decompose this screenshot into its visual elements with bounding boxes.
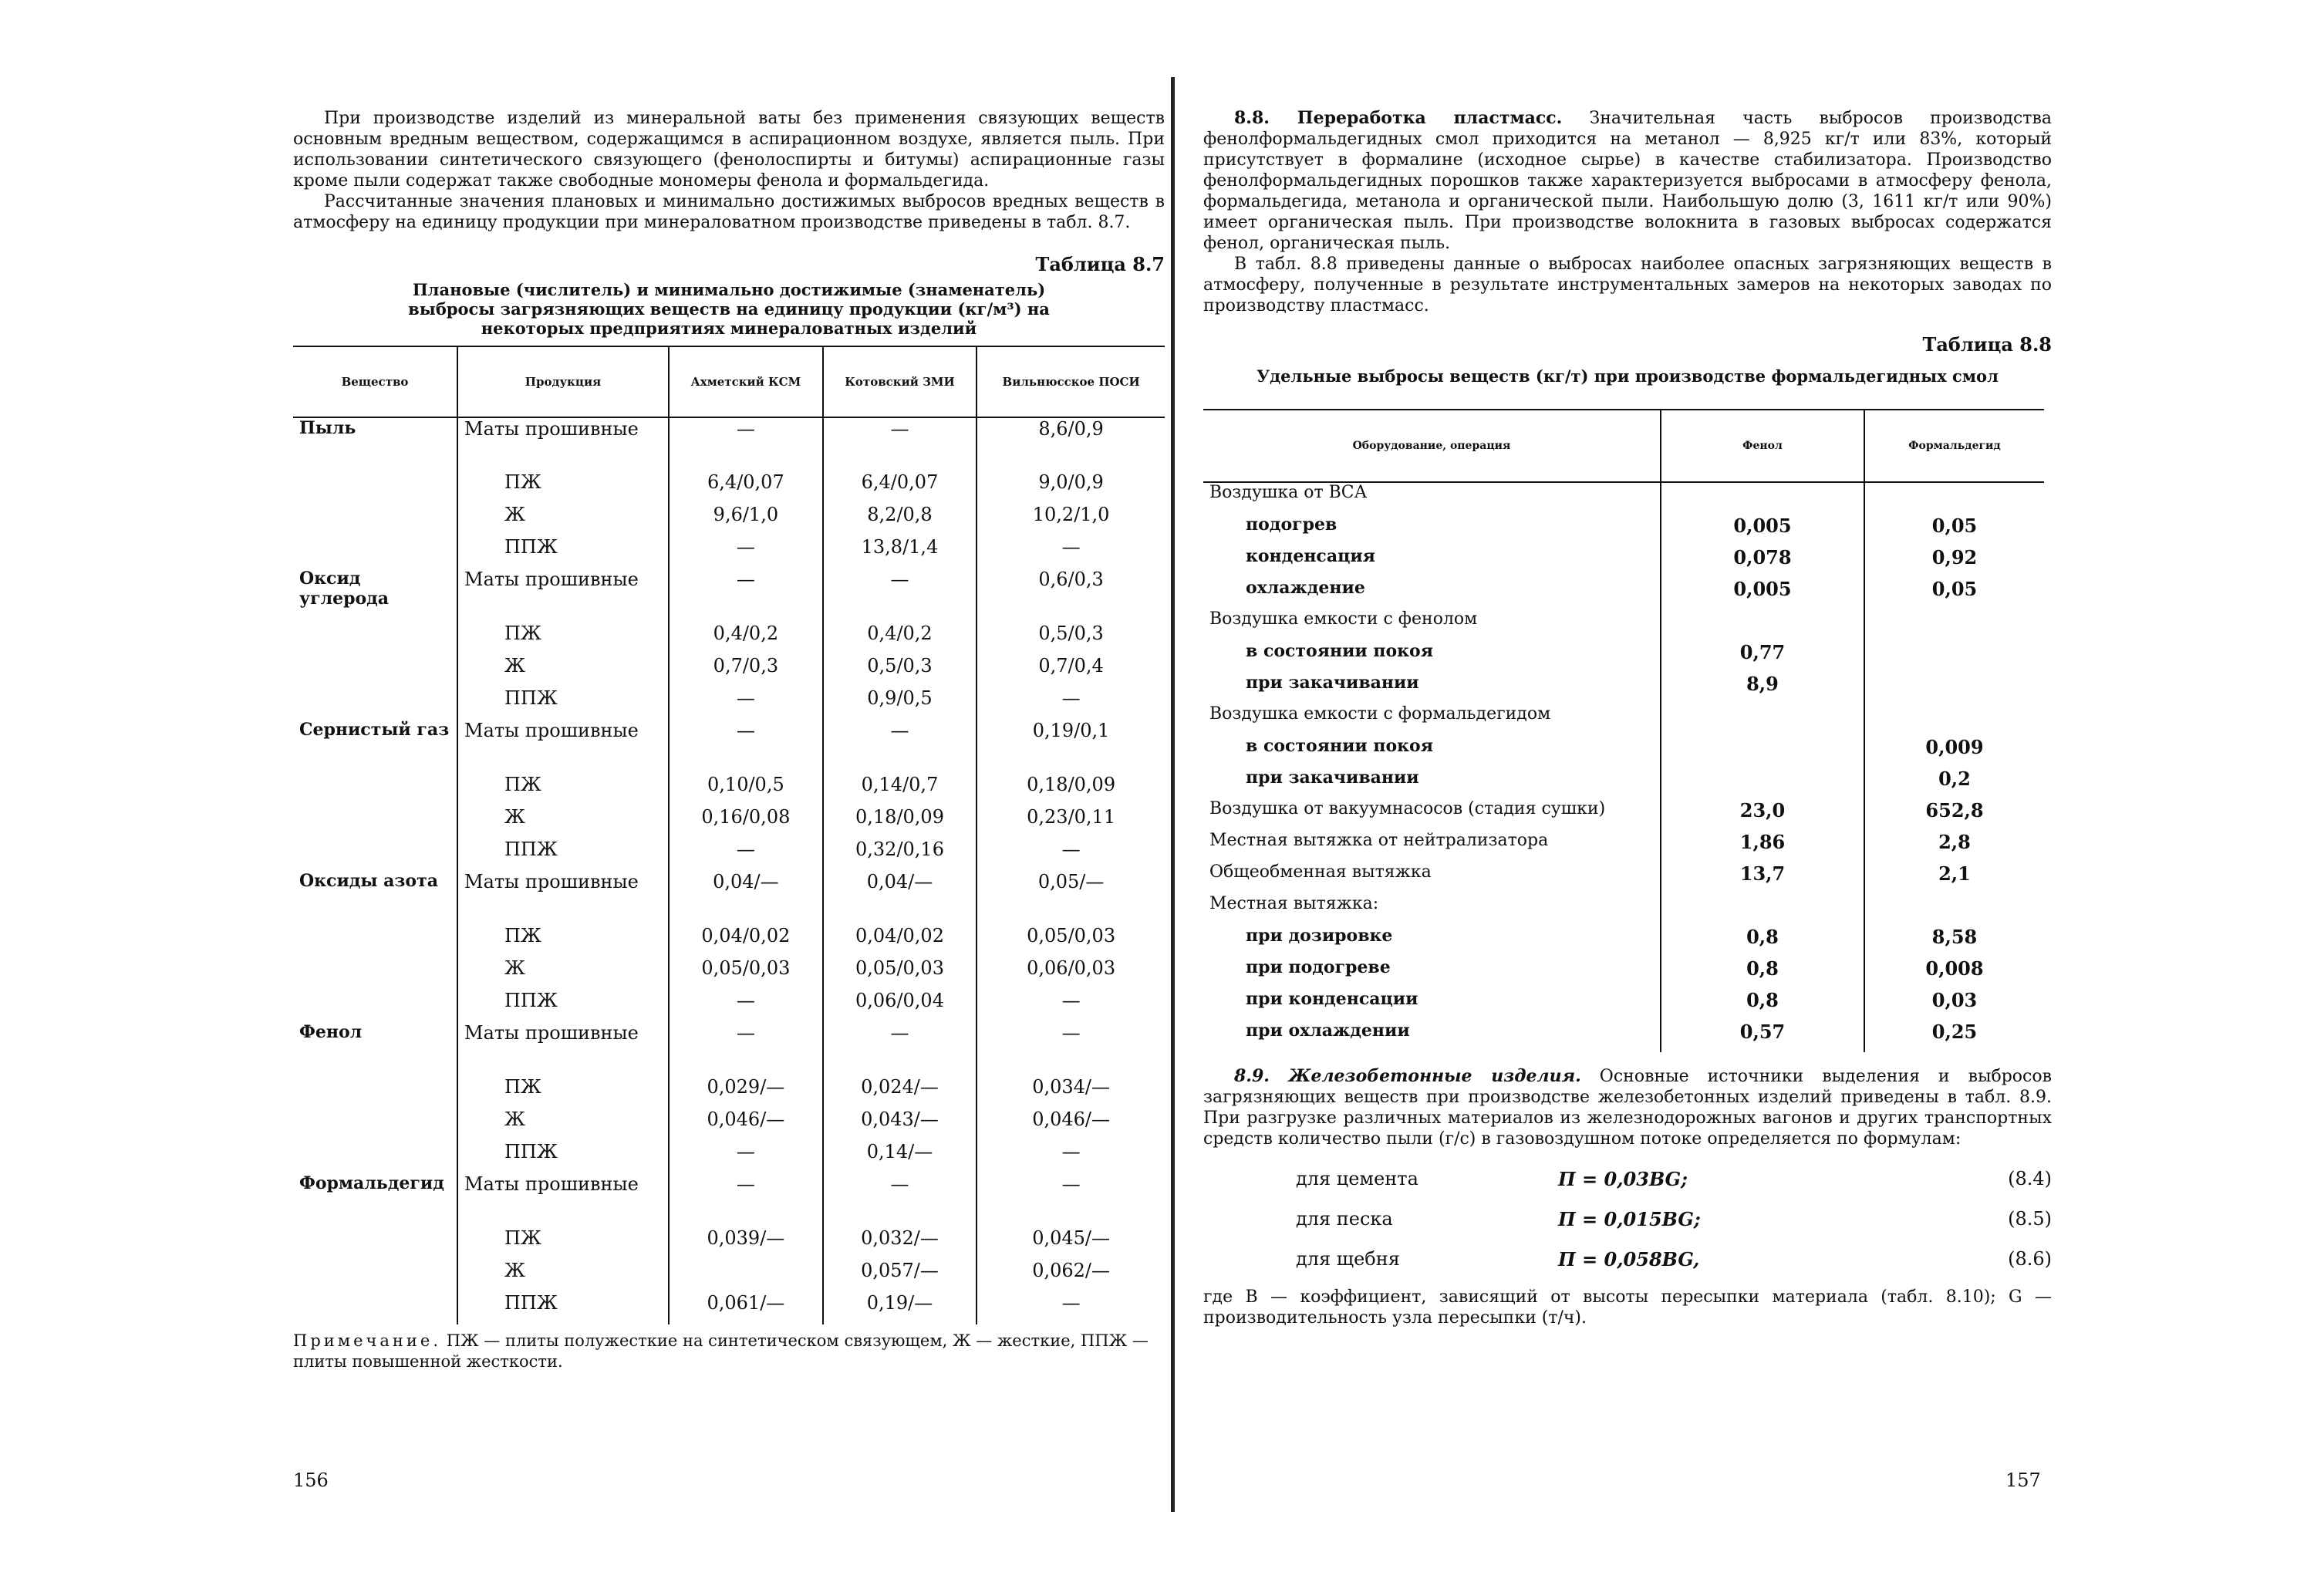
formula-number: (8.6) [2008,1248,2052,1270]
value-cell: 0,046/— [977,1108,1165,1141]
value-cell: — [823,417,977,471]
value-cell: 0,8 [1661,989,1864,1021]
section-8-8-heading: 8.8. Переработка пластмасс. [1234,108,1563,128]
formula-label: для цемента [1296,1168,1418,1189]
operation-cell: при закачивании [1246,768,1419,788]
value-cell: 9,6/1,0 [669,504,823,536]
value-cell: 6,4/0,07 [669,471,823,504]
product-cell: ПЖ [457,1076,669,1108]
operation-cell: при закачивании [1246,673,1419,693]
value-cell: 0,046/— [669,1108,823,1141]
table-row [293,871,1165,925]
value-cell: 8,58 [1864,926,2044,957]
value-cell: — [669,1173,823,1227]
table-row [293,417,1165,471]
product-cell: Маты прошивные [457,569,669,623]
table-row [293,687,1165,720]
product-cell: Ж [457,806,669,838]
value-cell: 0,05/0,03 [823,957,977,990]
value-cell: 0,05/0,03 [669,957,823,990]
value-cell: 9,0/0,9 [977,471,1165,504]
table-row [1203,673,2044,704]
formula-row [1203,1239,2052,1279]
table-row [1203,736,2044,768]
formula-equation: П = 0,015BG; [1558,1207,1701,1230]
value-cell: — [669,1022,823,1076]
value-cell: 23,0 [1661,799,1864,831]
value-cell: 1,86 [1661,831,1864,862]
table-row [293,774,1165,806]
table-row [293,623,1165,655]
product-cell: ППЖ [457,687,669,720]
value-cell: — [669,838,823,871]
substance-cell [293,925,457,957]
value-cell: — [823,1173,977,1227]
value-cell: 0,14/0,7 [823,774,977,806]
value-cell: 0,06/0,04 [823,990,977,1022]
product-cell: ПЖ [457,774,669,806]
table-row [293,1022,1165,1076]
operation-cell: Воздушка емкости с формальдегидом [1209,704,1551,724]
value-cell: — [977,1173,1165,1227]
table-row [1203,515,2044,546]
substance-cell [293,504,457,536]
value-cell: 10,2/1,0 [977,504,1165,536]
substance-cell [293,957,457,990]
value-cell: 0,9/0,5 [823,687,977,720]
operation-cell: подогрев [1246,515,1337,535]
value-cell: — [977,687,1165,720]
table-row [1203,641,2044,673]
product-cell: Ж [457,504,669,536]
table-row [293,838,1165,871]
value-cell: 0,18/0,09 [823,806,977,838]
value-cell: 0,19/0,1 [977,720,1165,774]
table-8-7-body [293,417,1165,1324]
value-cell: 0,04/— [823,871,977,925]
operation-cell: Воздушка от ВСА [1209,483,1368,502]
formula-label: для щебня [1296,1248,1400,1270]
formula-list [1203,1159,2052,1279]
product-cell: Ж [457,957,669,990]
left-paragraph-2: Рассчитанные значения плановых и минимально достижимых выбросов вредных веществ в атмосферу на единицу продукции при минераловатном производстве приведены в табл. 8.7. [293,192,1165,232]
product-cell: ПЖ [457,623,669,655]
table-row [293,471,1165,504]
value-cell: — [977,1141,1165,1173]
table-row [293,569,1165,623]
substance-cell: Сернистый газ [299,720,450,740]
value-cell: 6,4/0,07 [823,471,977,504]
value-cell [1661,736,1864,768]
product-cell: Ж [457,1260,669,1292]
page-gutter [1171,77,1175,1512]
value-cell: 0,8 [1661,926,1864,957]
substance-cell [293,687,457,720]
substance-cell [293,536,457,569]
value-cell: 8,2/0,8 [823,504,977,536]
value-cell: 0,032/— [823,1227,977,1260]
operation-cell: при конденсации [1246,989,1418,1009]
note-label: Примечание. [293,1331,442,1350]
substance-cell [293,990,457,1022]
value-cell: — [823,720,977,774]
value-cell: 0,06/0,03 [977,957,1165,990]
product-cell: Маты прошивные [457,871,669,925]
substance-cell: Оксиды азота [299,871,438,891]
product-cell: ППЖ [457,838,669,871]
col-header-kotovsky: Котовский ЗМИ [823,346,977,417]
value-cell: 8,6/0,9 [977,417,1165,471]
value-cell: 0,5/0,3 [977,623,1165,655]
value-cell: 2,8 [1864,831,2044,862]
table-row [293,1141,1165,1173]
col-header-akhmetsky: Ахметский КСМ [669,346,823,417]
value-cell: — [669,990,823,1022]
operation-cell: в состоянии покоя [1246,641,1433,661]
substance-cell: Оксид углерода [299,569,390,609]
value-cell: 0,078 [1661,546,1864,578]
table-row [1203,989,2044,1021]
value-cell: — [669,687,823,720]
right-paragraph-2: В табл. 8.8 приведены данные о выбросах наиболее опасных загрязняющих веществ в атмосферу, полученные в результате инструментальных замеров на некоторых заводах по производству пластмасс. [1203,255,2052,315]
value-cell: — [669,536,823,569]
table-8-7-note [293,1331,1165,1372]
value-cell: 0,008 [1864,957,2044,989]
product-cell: ППЖ [457,990,669,1022]
product-cell: ПЖ [457,471,669,504]
value-cell: 0,05 [1864,515,2044,546]
operation-cell: Общеобменная вытяжка [1209,862,1432,882]
substance-cell [293,1141,457,1173]
substance-cell [293,838,457,871]
value-cell: 0,5/0,3 [823,655,977,687]
formula-label: для песка [1296,1208,1393,1230]
operation-cell: при дозировке [1246,926,1393,946]
value-cell: 0,062/— [977,1260,1165,1292]
value-cell: — [977,990,1165,1022]
value-cell: 0,005 [1661,515,1864,546]
col-header-product: Продукция [457,346,669,417]
value-cell: 13,8/1,4 [823,536,977,569]
value-cell [1864,704,2044,736]
section-8-9-text: Основные источники выделения и выбросов загрязняющих веществ при производстве железобетонных изделий приведены в табл. 8.9. При разгрузке различных материалов из железнодорожных вагонов и других транспортных средств количество пыли (г/с) в газовоздушном потоке определяется по формулам: [1203,1067,2052,1149]
substance-cell [293,1292,457,1324]
table-8-8 [1203,409,2044,1052]
substance-cell [293,1108,457,1141]
operation-cell: Местная вытяжка от нейтрализатора [1209,831,1549,850]
product-cell: Маты прошивные [457,1173,669,1227]
product-cell: ПЖ [457,1227,669,1260]
value-cell: 0,10/0,5 [669,774,823,806]
value-cell: — [977,536,1165,569]
value-cell: 0,045/— [977,1227,1165,1260]
value-cell: 0,039/— [669,1227,823,1260]
col-header-vilnius: Вильнюсское ПОСИ [977,346,1165,417]
substance-cell [293,471,457,504]
table-row [293,1260,1165,1292]
substance-cell: Пыль [299,418,356,438]
value-cell: — [977,838,1165,871]
table-row [1203,546,2044,578]
table-row [293,1292,1165,1324]
value-cell: — [977,1022,1165,1076]
operation-cell: в состоянии покоя [1246,736,1433,756]
value-cell: 0,057/— [823,1260,977,1292]
table-row [293,504,1165,536]
value-cell: 0,77 [1661,641,1864,673]
value-cell: 0,03 [1864,989,2044,1021]
value-cell: 0,05/— [977,871,1165,925]
value-cell: 0,14/— [823,1141,977,1173]
table-row [293,1227,1165,1260]
section-8-9-heading: 8.9. Железобетонные изделия. [1234,1066,1581,1086]
substance-cell [293,774,457,806]
value-cell: — [669,417,823,471]
table-row [293,720,1165,774]
table-row [1203,957,2044,989]
where-text: где B — коэффициент, зависящий от высоты пересыпки материала (табл. 8.10); G — производительность узла пересыпки (т/ч). [1203,1287,2052,1328]
value-cell [1864,894,2044,926]
table-8-7-header-row [293,346,1165,417]
value-cell: 0,029/— [669,1076,823,1108]
operation-cell: Воздушка емкости с фенолом [1209,609,1478,629]
substance-cell [293,1076,457,1108]
col-header-formaldehyde: Формальдегид [1864,410,2044,482]
value-cell [1864,641,2044,673]
page-number-left: 156 [293,1469,329,1491]
value-cell [1661,704,1864,736]
value-cell: 0,05 [1864,578,2044,609]
value-cell [1661,609,1864,641]
table-row [293,957,1165,990]
product-cell: Ж [457,655,669,687]
value-cell [1864,673,2044,704]
table-row [1203,831,2044,862]
value-cell: 0,57 [1661,1021,1864,1052]
value-cell: 0,04/0,02 [823,925,977,957]
table-row [1203,894,2044,926]
left-page [293,108,1165,1372]
value-cell: 0,19/— [823,1292,977,1324]
value-cell: 0,25 [1864,1021,2044,1052]
table-row [1203,862,2044,894]
substance-cell [293,655,457,687]
table-row [1203,704,2044,736]
product-cell: ППЖ [457,536,669,569]
table-row [293,925,1165,957]
left-paragraph-1: При производстве изделий из минеральной ваты без применения связующих веществ основным вредным веществом, содержащимся в аспирационном воздухе, является пыль. При использовании синтетического связующего (фенолоспирты и битумы) аспирационные газы кроме пыли содержат также свободные мономеры фенола и формальдегида. [293,109,1165,191]
operation-cell: конденсация [1246,546,1375,566]
value-cell [669,1260,823,1292]
substance-cell [293,623,457,655]
table-row [293,536,1165,569]
value-cell: 0,043/— [823,1108,977,1141]
operation-cell: при подогреве [1246,957,1391,977]
section-8-8-text: Значительная часть выбросов производства фенолформальдегидных смол приходится на метанол — 8,925 кг/т или 83%, который присутствует в формалине (исходное сырье) в качестве стабилизатора. Производство фенолформальдегидных порошков также характеризуется выбросами в атмосферу фенола, формальдегида, метанола и органической пыли. Наибольшую долю (3, 1611 кг/т или 90%) имеет органическая пыль. При производстве волокнита в газовых выбросах содержатся фенол, органическая пыль. [1203,109,2052,253]
value-cell [1661,482,1864,515]
value-cell: 652,8 [1864,799,2044,831]
table-row [1203,926,2044,957]
value-cell: — [823,1022,977,1076]
table-row [293,655,1165,687]
operation-cell: охлаждение [1246,578,1365,598]
value-cell [1661,768,1864,799]
value-cell: 0,2 [1864,768,2044,799]
value-cell: 0,16/0,08 [669,806,823,838]
substance-cell: Формальдегид [299,1173,444,1193]
section-8-8-paragraph [1203,108,2052,254]
product-cell: ППЖ [457,1292,669,1324]
value-cell: 0,05/0,03 [977,925,1165,957]
value-cell: 0,4/0,2 [823,623,977,655]
table-row [293,1076,1165,1108]
operation-cell: Воздушка от вакуумнасосов (стадия сушки) [1209,799,1606,818]
value-cell: 0,061/— [669,1292,823,1324]
table-8-8-header-row [1203,410,2044,482]
right-page [1203,108,2052,1328]
value-cell: 0,005 [1661,578,1864,609]
value-cell: 0,32/0,16 [823,838,977,871]
substance-cell [293,1260,457,1292]
col-header-substance: Вещество [293,346,457,417]
note-text: ПЖ — плиты полужесткие на синтетическом связующем, Ж — жесткие, ППЖ — плиты повышенной жесткости. [293,1331,1149,1371]
table-row [293,1108,1165,1141]
col-header-phenol: Фенол [1661,410,1864,482]
table-8-7-title: Плановые (числитель) и минимально достижимые (знаменатель) выбросы загрязняющих веществ на единицу продукции (кг/м³) на некоторых предприятиях минераловатных изделий [408,280,1050,338]
product-cell: Маты прошивные [457,417,669,471]
substance-cell: Фенол [299,1022,363,1042]
value-cell [1864,609,2044,641]
formula-number: (8.5) [2008,1208,2052,1230]
operation-cell: Местная вытяжка: [1209,894,1379,913]
value-cell [1661,894,1864,926]
value-cell: 13,7 [1661,862,1864,894]
formula-equation: П = 0,058BG, [1558,1247,1700,1270]
formula-equation: П = 0,03BG; [1558,1167,1688,1190]
table-row [293,806,1165,838]
product-cell: ППЖ [457,1141,669,1173]
substance-cell [293,806,457,838]
table-8-8-body [1203,482,2044,1052]
table-8-8-title: Удельные выбросы веществ (кг/т) при производстве формальдегидных смол [1257,366,1999,386]
table-row [1203,1021,2044,1052]
table-row [1203,609,2044,641]
operation-cell: при охлаждении [1246,1021,1410,1041]
product-cell: Маты прошивные [457,1022,669,1076]
value-cell: 0,034/— [977,1076,1165,1108]
value-cell: 0,009 [1864,736,2044,768]
value-cell: — [977,1292,1165,1324]
value-cell: 0,4/0,2 [669,623,823,655]
table-8-7 [293,346,1165,1324]
formula-number: (8.4) [2008,1168,2052,1189]
product-cell: Маты прошивные [457,720,669,774]
value-cell: 0,04/— [669,871,823,925]
col-header-operation: Оборудование, операция [1203,410,1661,482]
formula-row [1203,1159,2052,1199]
value-cell: 0,23/0,11 [977,806,1165,838]
value-cell: 0,6/0,3 [977,569,1165,623]
value-cell [1864,482,2044,515]
table-row [1203,482,2044,515]
value-cell: 0,92 [1864,546,2044,578]
table-row [1203,578,2044,609]
value-cell: 0,7/0,3 [669,655,823,687]
value-cell: 0,024/— [823,1076,977,1108]
table-row [1203,799,2044,831]
substance-cell [293,1227,457,1260]
table-row [1203,768,2044,799]
product-cell: Ж [457,1108,669,1141]
value-cell: 0,04/0,02 [669,925,823,957]
value-cell: — [669,569,823,623]
value-cell: 0,18/0,09 [977,774,1165,806]
table-row [293,990,1165,1022]
value-cell: 2,1 [1864,862,2044,894]
table-row [293,1173,1165,1227]
value-cell: 0,7/0,4 [977,655,1165,687]
value-cell: 8,9 [1661,673,1864,704]
value-cell: — [669,1141,823,1173]
section-8-9-paragraph [1203,1066,2052,1149]
table-8-8-number: Таблица 8.8 [1922,333,2052,356]
value-cell: — [669,720,823,774]
value-cell: 0,8 [1661,957,1864,989]
formula-row [1203,1199,2052,1239]
page-number-right: 157 [2005,1469,2041,1491]
product-cell: ПЖ [457,925,669,957]
table-8-7-number: Таблица 8.7 [1035,253,1165,275]
value-cell: — [823,569,977,623]
